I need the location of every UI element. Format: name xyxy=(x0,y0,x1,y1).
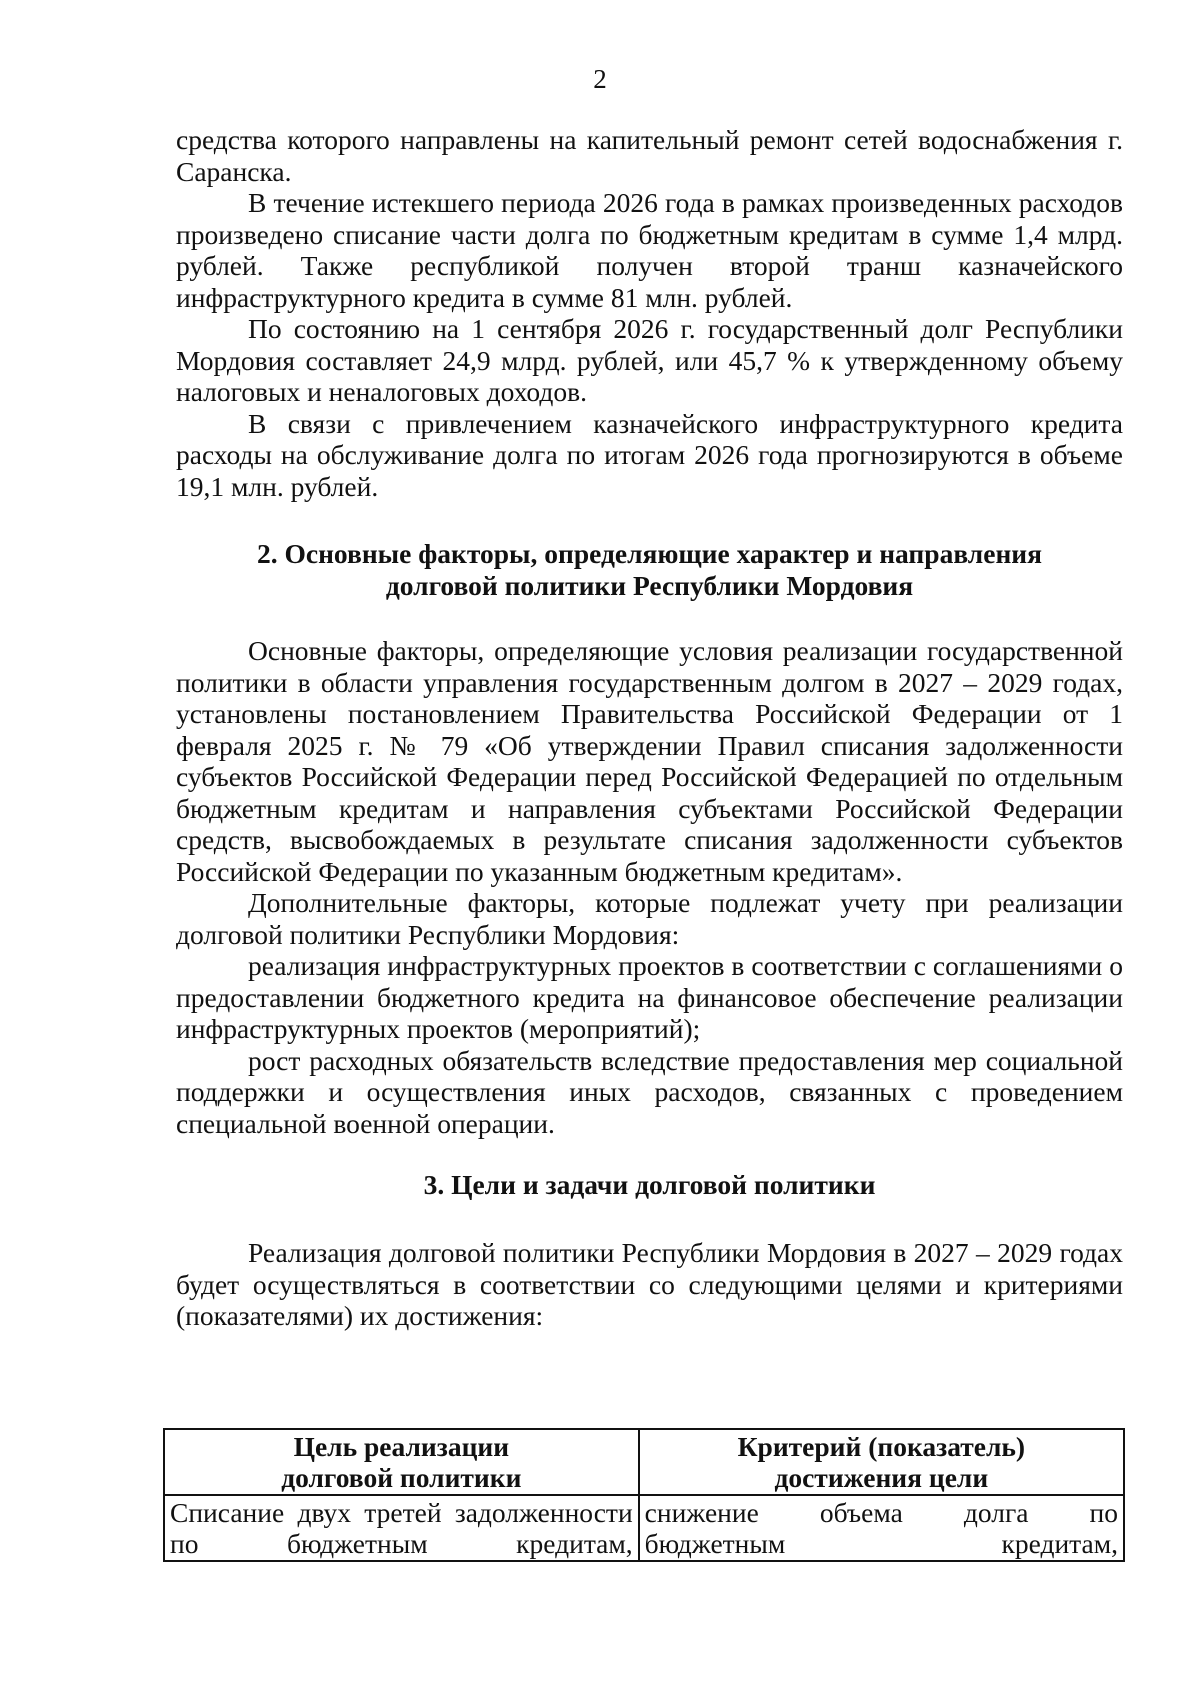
page-number: 2 xyxy=(593,64,607,94)
paragraph: В связи с привлечением казначейского инфраструктурного кредита расходы на обслуживание долга по итогам 2026 года прогнозируются в объеме 19,1 млн. рублей. xyxy=(176,407,1123,502)
table-header-row xyxy=(164,1429,1124,1495)
table-header-cell: Цель реализации долговой политики xyxy=(164,1429,639,1495)
paragraph: рост расходных обязательств вследствие предоставления мер социальной поддержки и осуществления иных расходов, связанных с проведением специальной военной операции. xyxy=(176,1044,1123,1139)
table-cell: снижение объема долга по бюджетным кредитам, xyxy=(639,1495,1124,1561)
section-heading-2 xyxy=(176,538,1123,602)
paragraph: Реализация долговой политики Республики Мордовия в 2027 – 2029 годах будет осуществляться в соответствии со следующими целями и критериями (показателями) их достижения: xyxy=(176,1237,1123,1331)
paragraph: средства которого направлены на капительный ремонт сетей водоснабжения г. Саранска. xyxy=(176,124,1123,187)
paragraph: Дополнительные факторы, которые подлежат учету при реализации долговой политики Республики Мордовия: xyxy=(176,887,1123,950)
goals-table xyxy=(163,1428,1125,1562)
paragraph: По состоянию на 1 сентября 2026 г. государственный долг Республики Мордовия составляет 24,9 млрд. рублей, или 45,7 % к утвержденному объему налоговых и неналоговых доходов. xyxy=(176,313,1123,407)
paragraph: В течение истекшего периода 2026 года в рамках произведенных расходов произведено списание части долга по бюджетным кредитам в сумме 1,4 млрд. рублей. Также республикой получен второй транш казначейского инфраструктурного кредита в сумме 81 млн. рублей. xyxy=(176,187,1123,313)
section-heading-line: долговой политики Республики Мордовия xyxy=(385,570,914,601)
document-body xyxy=(176,124,1123,1332)
section-heading-3: 3. Цели и задачи долговой политики xyxy=(423,1169,876,1200)
paragraph: Основные факторы, определяющие условия реализации государственной политики в области управления государственным долгом в 2027 – 2029 годах, установлены постановлением Правительства Российской Федерации от 1 февраля 2025 г. № 79 «Об утверждении Правил списания задолженности субъектов Российской Федерации перед Российской Федерацией по отдельным бюджетным кредитам и направления субъектами Российской Федерации средств, высвобождаемых в результате списания задолженности субъектов Российской Федерации по указанным бюджетным кредитам». xyxy=(176,635,1123,887)
table-cell: Списание двух третей задолженности по бюджетным кредитам, xyxy=(164,1495,639,1561)
paragraph: реализация инфраструктурных проектов в соответствии с соглашениями о предоставлении бюджетного кредита на финансовое обеспечение реализации инфраструктурных проектов (мероприятий); xyxy=(176,950,1123,1044)
table-header-cell: Критерий (показатель) достижения цели xyxy=(639,1429,1124,1495)
section-heading-line: 2. Основные факторы, определяющие характер и направления xyxy=(256,538,1043,569)
table-row xyxy=(164,1495,1124,1561)
